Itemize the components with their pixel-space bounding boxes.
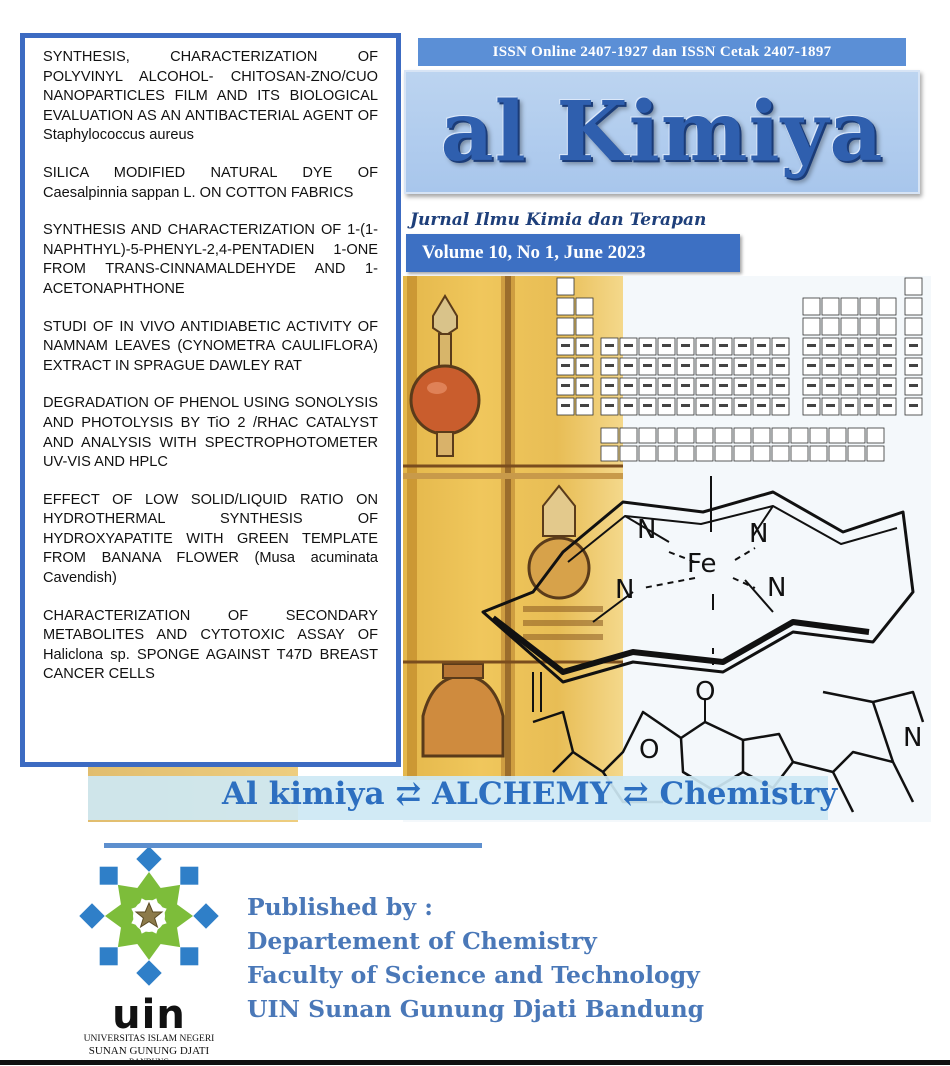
- article-title: DEGRADATION OF PHENOL USING SONOLYSIS AND PHOTOLYSIS BY TiO 2 /RHAC CATALYST AND ANALYSIS WITH SPECTROPHOTOMETER UV-VIS AND HPLC: [43, 395, 378, 471]
- cover-artwork: [403, 276, 931, 822]
- journal-subtitle: Jurnal Ilmu Kimia dan Terapan: [410, 210, 707, 230]
- publisher-block: [247, 890, 704, 1026]
- article-title: SYNTHESIS, CHARACTERIZATION OF POLYVINYL ALCOHOL- CHITOSAN-ZNO/CUO NANOPARTICLES FILM AND ITS BIOLOGICAL EVALUATION AS AN ANTIBACTERIAL AGENT OF Staphylococcus aureus: [43, 49, 378, 144]
- publisher-university: UIN Sunan Gunung Djati Bandung: [247, 995, 705, 1023]
- volume-banner: Volume 10, No 1, June 2023: [406, 234, 740, 272]
- publisher-department: Departement of Chemistry: [247, 927, 597, 955]
- logo-short-name: uin: [112, 992, 186, 1038]
- issn-banner: ISSN Online 2407-1927 dan ISSN Cetak 2407-1897: [418, 38, 906, 66]
- atom-o-1: O: [695, 677, 716, 707]
- atom-n-5: N: [903, 723, 923, 753]
- periodic-table: [553, 268, 933, 468]
- atom-n-1: N: [637, 515, 657, 545]
- article-title: EFFECT OF LOW SOLID/LIQUID RATIO ON HYDROTHERMAL SYNTHESIS OF HYDROXYAPATITE WITH GREEN TEMPLATE FROM BANANA FLOWER (Musa acuminata Cavendish): [43, 491, 378, 587]
- porphyrin-molecule: [473, 472, 931, 822]
- atom-fe: Fe: [687, 549, 717, 579]
- journal-title-box: [404, 70, 920, 194]
- logo-name-line-1: UNIVERSITAS ISLAM NEGERI: [83, 1034, 215, 1044]
- article-list: [20, 33, 401, 767]
- publisher-faculty: Faculty of Science and Technology: [247, 961, 700, 989]
- article-title: SYNTHESIS AND CHARACTERIZATION OF 1-(1-NAPHTHYL)-5-PHENYL-2,4-PENTADIEN 1-ONE FROM TRANS-CINNAMALDEHYDE AND 1-ACETONAPHTHONE: [43, 222, 378, 297]
- alchemy-caption: Al kimiya ⇄ ALCHEMY ⇄ Chemistry: [222, 776, 838, 812]
- uin-emblem-icon: [74, 848, 224, 988]
- atom-n-2: N: [749, 519, 769, 549]
- atom-o-2: O: [639, 735, 660, 765]
- bottom-border: [0, 1060, 950, 1065]
- atom-n-4: N: [767, 573, 787, 603]
- article-title: SILICA MODIFIED NATURAL DYE OF Caesalpinnia sappan L. ON COTTON FABRICS: [43, 164, 378, 201]
- publisher-label: Published by :: [247, 893, 433, 921]
- university-logo: [74, 848, 224, 1065]
- journal-title: al Kimiya: [440, 84, 884, 180]
- article-title: STUDI OF IN VIVO ANTIDIABETIC ACTIVITY OF NAMNAM LEAVES (CYNOMETRA CAULIFLORA) EXTRACT IN SPRAGUE DAWLEY RAT: [43, 318, 378, 374]
- atom-n-3: N: [615, 575, 635, 605]
- logo-name-line-2: SUNAN GUNUNG DJATI: [88, 1045, 210, 1057]
- article-title: CHARACTERIZATION OF SECONDARY METABOLITES AND CYTOTOXIC ASSAY OF Haliclona sp. SPONGE AGAINST T47D BREAST CANCER CELLS: [43, 607, 378, 683]
